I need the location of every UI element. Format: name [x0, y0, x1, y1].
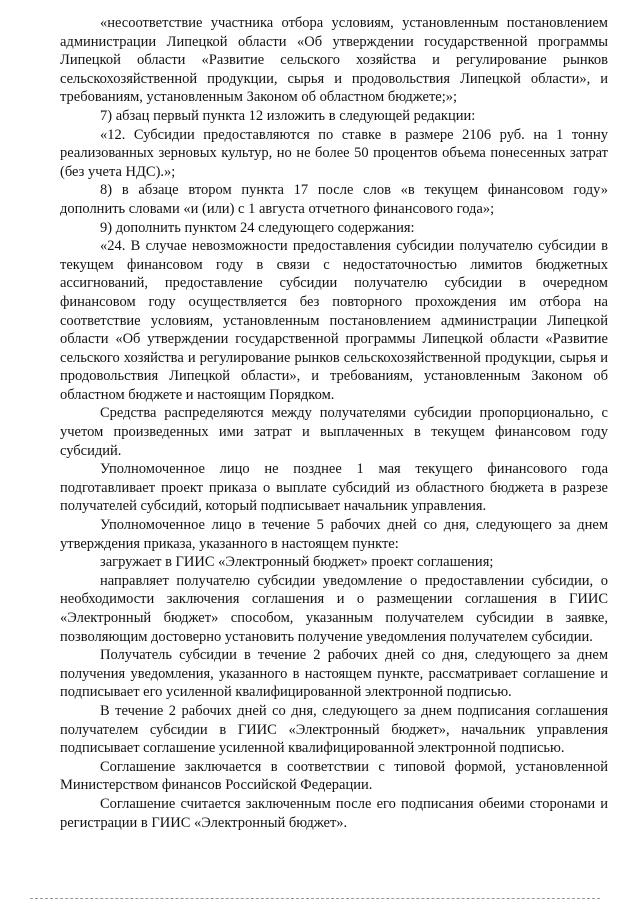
- document-body: [60, 14, 608, 832]
- paragraph-6: «24. В случае невозможности предоставления субсидии получателю субсидии в текущем финансовом году в связи с недостаточностью лимитов бюджетных ассигнований, предоставление субсидии получателю субсидии в очередном финансовом году осуществляется без повторного прохождения им отбора на соответствие условиям, установленным постановлением администрации Липецкой области «Об утверждении государственной программы Липецкой области «Развитие сельского хозяйства и регулирование рынков сельскохозяйственной продукции, сырья и продовольствия Липецкой области», и требованиям, установленным Законом об областном бюджете и настоящим Порядком.: [60, 238, 608, 403]
- paragraph-3: «12. Субсидии предоставляются по ставке в размере 2106 руб. на 1 тонну реализованных зерновых культур, но не более 50 процентов объема понесенных затрат (без учета НДС).»;: [60, 126, 608, 180]
- paragraph-8: Уполномоченное лицо не позднее 1 мая текущего финансового года подготавливает проект приказа о выплате субсидий из областного бюджета в разрезе получателей субсидий, который подписывает начальник управления.: [60, 461, 608, 515]
- paragraph-1: «несоответствие участника отбора условиям, установленным постановлением администрации Липецкой области «Об утверждении государственной программы Липецкой области «Развитие сельского хозяйства и регулирование рынков сельскохозяйственной продукции, сырья и продовольствия Липецкой области», и требованиям, установленным Законом об областном бюджете;»;: [60, 15, 608, 106]
- paragraph-2: 7) абзац первый пункта 12 изложить в следующей редакции:: [100, 107, 476, 124]
- paragraph-4: 8) в абзаце втором пункта 17 после слов «в текущем финансовом году» дополнить словами «и (или) с 1 августа отчетного финансового года»;: [60, 182, 608, 217]
- paragraph-7: Средства распределяются между получателями субсидии пропорционально, с учетом произведенных ими затрат и выплаченных в текущем финансовом году субсидий.: [60, 405, 608, 459]
- paragraph-11: направляет получателю субсидии уведомление о предоставлении субсидии, о необходимости заключения соглашения и о размещении соглашения в ГИИС «Электронный бюджет» способом, указанным получателем субсидии в заявке, позволяющим достоверно установить получение уведомления получателем субсидии.: [60, 572, 608, 645]
- bottom-divider: [30, 898, 600, 900]
- paragraph-14: Соглашение заключается в соответствии с типовой формой, установленной Министерством финансов Российской Федерации.: [60, 758, 608, 794]
- paragraph-15: Соглашение считается заключенным после его подписания обеими сторонами и регистрации в ГИИС «Электронный бюджет».: [60, 795, 608, 831]
- paragraph-10: загружает в ГИИС «Электронный бюджет» проект соглашения;: [100, 554, 494, 571]
- paragraph-12: Получатель субсидии в течение 2 рабочих дней со дня, следующего за днем получения уведомления, указанного в настоящем пункте, рассматривает соглашение и подписывает его усиленной квалифицированной электронной подписью.: [60, 647, 608, 701]
- paragraph-9: Уполномоченное лицо в течение 5 рабочих дней со дня, следующего за днем утверждения приказа, указанного в настоящем пункте:: [60, 517, 608, 552]
- paragraph-13: В течение 2 рабочих дней со дня, следующего за днем подписания соглашения получателем субсидии в ГИИС «Электронный бюджет», начальник управления подписывает соглашение усиленной квалифицированной электронной подписью.: [60, 702, 608, 757]
- paragraph-5: 9) дополнить пунктом 24 следующего содержания:: [100, 219, 415, 236]
